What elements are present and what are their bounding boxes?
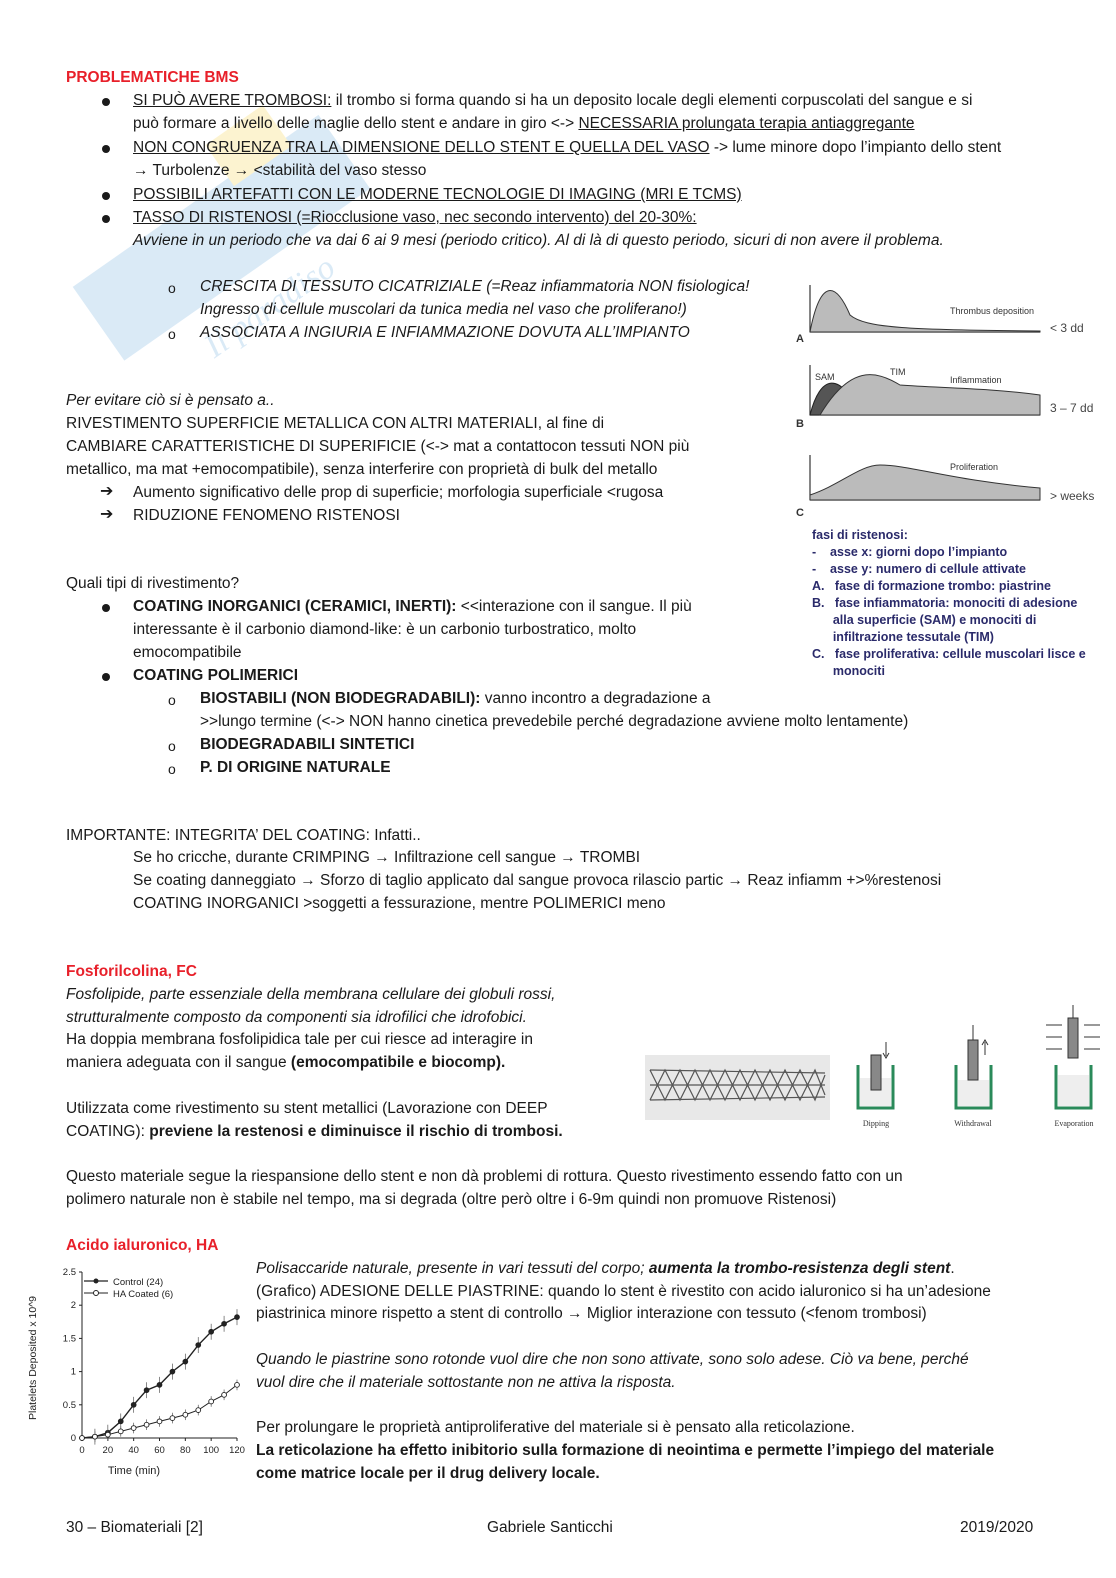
dip-label: Dipping xyxy=(862,1119,890,1128)
text-bold: previene la restenosi e diminuisce il rischio di trombosi. xyxy=(149,1123,563,1140)
y-tick-label: 1 xyxy=(70,1366,76,1378)
dip-label: Withdrawal xyxy=(954,1119,992,1128)
arrow-item: RIDUZIONE FENOMENO RISTENOSI xyxy=(133,507,400,524)
data-point-ha-coated xyxy=(196,1408,201,1413)
restenosis-phases-figure xyxy=(790,270,1110,530)
panel-b xyxy=(796,365,1093,430)
text: il trombo si forma quando si ha un deposito locale degli elementi corpuscolati del sangue e si xyxy=(331,92,973,109)
section2-intro: Per evitare ciò si è pensato a.. xyxy=(66,392,275,409)
dip-coating-diagram xyxy=(848,1000,1108,1132)
panel-a-time: < 3 dd xyxy=(1050,321,1084,335)
text-bold-italic: aumenta la trombo-resistenza degli stent xyxy=(648,1260,951,1277)
text-underlined: NECESSARIA prolungata terapia antiaggregante xyxy=(578,115,915,132)
fc-line: Utilizzata come rivestimento su stent metallici (Lavorazione con DEEP xyxy=(66,1100,548,1117)
section-title-bms: PROBLEMATICHE BMS xyxy=(66,69,239,86)
section2-line: CAMBIARE CARATTERISTICHE DI SUPERIFICIE (<-> mat a contattocon tessuti NON più xyxy=(66,438,690,455)
fc-line: strutturalmente composto da componenti sia idrofilici che idrofobici. xyxy=(66,1009,527,1026)
data-point-ha-coated xyxy=(183,1412,188,1417)
data-point-ha-coated xyxy=(157,1419,162,1424)
caption-line: monociti xyxy=(812,664,885,678)
fc-line: polimero naturale non è stabile nel tempo, ma si degrada (oltre però oltre i 6-9m quindi non promuove Ristenosi) xyxy=(66,1191,837,1208)
bullet-congruenza-l2: → Turbolenze → <stabilità del vaso stesso xyxy=(133,162,427,179)
panel-c-curve-label: Proliferation xyxy=(950,462,999,472)
bullet-congruenza xyxy=(133,137,1001,160)
y-tick-label: 1.5 xyxy=(62,1333,76,1345)
panel-a xyxy=(796,285,1084,345)
section3-title: IMPORTANTE: INTEGRITA’ DEL COATING: Infatti.. xyxy=(66,827,421,844)
bullet-trombosi-l2 xyxy=(133,113,915,136)
data-point-ha-coated xyxy=(105,1432,110,1437)
data-point-control xyxy=(170,1369,175,1374)
data-point-control xyxy=(144,1388,149,1393)
section2-line: RIVESTIMENTO SUPERFICIE METALLICA CON ALTRI MATERIALI, al fine di xyxy=(66,415,605,432)
dip-label: Evaporation xyxy=(1054,1119,1094,1128)
y-tick-label: 0.5 xyxy=(62,1399,76,1411)
panel-b-curve-label: Inflammation xyxy=(950,375,1002,385)
fc-line xyxy=(66,1121,563,1144)
bullet-ristenosi: TASSO DI RISTENOSI (=Riocclusione vaso, nec secondo intervento) del 20-30%: xyxy=(133,209,697,226)
evaporation-step xyxy=(1046,1005,1100,1128)
ha-line: Per prolungare le proprietà antiproliferative del materiale si è pensato alla reticolazione. xyxy=(256,1419,855,1436)
fc-line: Questo materiale segue la riespansione dello stent e non dà problemi di rottura. Questo rivestimento essendo fatto con un xyxy=(66,1168,903,1185)
caption-line: - asse x: giorni dopo l’impianto xyxy=(812,545,1008,559)
series-line-ha-coated xyxy=(82,1385,237,1438)
x-tick-label: 100 xyxy=(203,1445,220,1456)
data-point-control xyxy=(183,1359,188,1364)
data-point-ha-coated xyxy=(170,1416,175,1421)
caption-line: fasi di ristenosi: xyxy=(812,528,908,542)
footer-page: 30 – Biomateriali [2] xyxy=(66,1519,203,1536)
x-tick-label: 120 xyxy=(229,1445,245,1456)
coating-inorganici xyxy=(133,596,692,619)
sub-cicatriziale: CRESCITA DI TESSUTO CICATRIZIALE (=Reaz infiammatoria NON fisiologica! xyxy=(200,278,750,295)
y-tick-label: 0 xyxy=(70,1433,76,1444)
text: maniera adeguata con il sangue xyxy=(66,1054,291,1071)
legend-control: Control (24) xyxy=(113,1277,164,1288)
text: può formare a livello delle maglie dello stent e andare in giro <-> xyxy=(133,115,579,132)
text: <<interazione con il sangue. Il più xyxy=(456,598,692,615)
panel-b-sam: SAM xyxy=(815,372,835,382)
text: -> lume minore dopo l’impianto dello stent xyxy=(709,139,1002,156)
data-point-ha-coated xyxy=(118,1429,123,1434)
y-tick-label: 2.5 xyxy=(62,1267,76,1278)
panel-a-tag: A xyxy=(796,333,804,345)
stent-image xyxy=(645,1055,830,1120)
text-bold: BIOSTABILI (NON BIODEGRADABILI): xyxy=(200,690,481,707)
section2-line: metallico, ma mat +emocompatibile), senza interferire con proprietà di bulk del metallo xyxy=(66,461,658,478)
ha-line: come matrice locale per il drug delivery locale. xyxy=(256,1465,600,1482)
caption-line: A. fase di formazione trombo: piastrine xyxy=(812,579,1051,593)
polimeri-biostabili xyxy=(200,688,711,711)
bullet-marker xyxy=(102,215,110,223)
chart-series xyxy=(80,1309,240,1444)
arrow-bullet-icon: ➔ xyxy=(100,483,114,500)
data-point-ha-coated xyxy=(93,1434,98,1439)
panel-c-time: > weeks xyxy=(1050,489,1095,503)
section3-line: COATING INORGANICI >soggetti a fessurazione, mentre POLIMERICI meno xyxy=(133,895,666,912)
bullet-trombosi xyxy=(133,90,972,113)
text: . xyxy=(950,1260,955,1277)
legend-ha: HA Coated (6) xyxy=(113,1289,174,1300)
fc-line: Ha doppia membrana fosfolipidica tale per cui riesce ad interagire in xyxy=(66,1031,533,1048)
panel-b-time: 3 – 7 dd xyxy=(1050,401,1094,415)
legend-marker-ha xyxy=(94,1291,99,1296)
circle-bullet-icon: o xyxy=(168,280,176,296)
caption-line: alla superficie (SAM) e monociti di xyxy=(812,613,1037,627)
sub-ingiuria: ASSOCIATA A INGIURIA E INFIAMMAZIONE DOVUTA ALL’IMPIANTO xyxy=(200,324,690,341)
bullet-marker xyxy=(102,98,110,106)
caption-line: - asse y: numero di cellule attivate xyxy=(812,562,1026,576)
y-axis-label: Platelets Deposited x 10^9 xyxy=(27,1295,39,1421)
data-point-control xyxy=(118,1419,123,1424)
ha-line: La reticolazione ha effetto inibitorio sulla formazione di neointima e permette l’impiego del materiale xyxy=(256,1442,995,1459)
x-tick-label: 80 xyxy=(180,1445,191,1456)
x-tick-label: 0 xyxy=(79,1445,85,1456)
coating-polimerici: COATING POLIMERICI xyxy=(133,667,299,684)
x-axis-label: Time (min) xyxy=(107,1465,161,1477)
restenosis-caption xyxy=(812,527,1102,680)
bullet-marker xyxy=(102,192,110,200)
section-title-acido-ialuronico: Acido ialuronico, HA xyxy=(66,1237,219,1254)
data-point-control xyxy=(235,1315,240,1320)
circle-bullet-icon: o xyxy=(168,692,176,708)
text-bold: COATING INORGANICI (CERAMICI, INERTI): xyxy=(133,598,457,615)
x-tick-label: 60 xyxy=(154,1445,165,1456)
panel-a-curve-label: Thrombus deposition xyxy=(950,306,1035,316)
coating-inorganici-l3: emocompatibile xyxy=(133,644,242,661)
ha-line: (Grafico) ADESIONE DELLE PIASTRINE: quando lo stent è rivestito con acido ialuronico si ha un’adesione xyxy=(256,1283,991,1300)
data-point-ha-coated xyxy=(235,1382,240,1387)
data-point-control xyxy=(209,1329,214,1334)
panel-c-tag: C xyxy=(796,507,804,519)
ha-line: piastrinica minore rispetto a stent di controllo → Miglior interazione con tessuto (<fenom trombosi) xyxy=(256,1305,927,1322)
footer-author: Gabriele Santicchi xyxy=(487,1519,613,1536)
data-point-ha-coated xyxy=(209,1399,214,1404)
panel-b-tag: B xyxy=(796,418,804,430)
section3-line: Se ho cricche, durante CRIMPING → Infiltrazione cell sangue → TROMBI xyxy=(133,849,641,866)
arrow-bullet-icon: ➔ xyxy=(100,506,114,523)
fc-line: Fosfolipide, parte essenziale della membrana cellulare dei globuli rossi, xyxy=(66,986,556,1003)
fc-line xyxy=(66,1052,505,1075)
data-point-control xyxy=(196,1343,201,1348)
data-point-control xyxy=(157,1382,162,1387)
panel-c xyxy=(796,455,1094,519)
data-point-ha-coated xyxy=(222,1392,227,1397)
data-point-ha-coated xyxy=(80,1436,85,1441)
svg-text:Il paradiso: Il paradiso xyxy=(197,248,342,366)
x-tick-label: 40 xyxy=(128,1445,139,1456)
data-point-control xyxy=(131,1402,136,1407)
data-point-control xyxy=(222,1321,227,1326)
polimeri-biostabili-l2: >>lungo termine (<-> NON hanno cinetica prevedebile perché degradazione avviene molto lentamente) xyxy=(200,713,909,730)
circle-bullet-icon: o xyxy=(168,761,176,777)
question-coating: Quali tipi di rivestimento? xyxy=(66,575,240,592)
x-tick-label: 20 xyxy=(102,1445,114,1456)
circle-bullet-icon: o xyxy=(168,326,176,342)
polimeri-biodegradabili: BIODEGRADABILI SINTETICI xyxy=(200,736,415,753)
bullet-marker xyxy=(102,604,110,612)
withdrawal-step xyxy=(954,1025,992,1128)
section3-line: Se coating danneggiato → Sforzo di taglio applicato dal sangue provoca rilascio partic → Reaz infiamm +>%restenosi xyxy=(133,872,942,889)
ha-line: Quando le piastrine sono rotonde vuol dire che non sono attivate, sono solo adese. Ciò va bene, perché xyxy=(256,1351,969,1368)
data-point-ha-coated xyxy=(131,1426,136,1431)
ha-line xyxy=(256,1258,955,1281)
arrow-item: Aumento significativo delle prop di superficie; morfologia superficiale <rugosa xyxy=(133,484,664,501)
platelet-deposition-chart xyxy=(22,1260,247,1485)
circle-bullet-icon: o xyxy=(168,738,176,754)
text: vanno incontro a degradazione a xyxy=(480,690,711,707)
chart-legend xyxy=(84,1277,173,1300)
caption-line: infiltrazione tessutale (TIM) xyxy=(812,630,994,644)
footer-year: 2019/2020 xyxy=(960,1519,1034,1536)
sub-cicatriziale-l2: Ingresso di cellule muscolari da tunica media nel vaso che proliferano!) xyxy=(200,301,687,318)
legend-marker-control xyxy=(94,1279,99,1284)
data-point-ha-coated xyxy=(144,1422,149,1427)
y-tick-label: 2 xyxy=(70,1300,76,1312)
section-title-fosforilcolina: Fosforilcolina, FC xyxy=(66,963,197,980)
coating-inorganici-l2: interessante è il carbonio diamond-like: è un carbonio turbostratico, molto xyxy=(133,621,637,638)
caption-line: B. fase infiammatoria: monociti di adesione xyxy=(812,596,1078,610)
text-underlined: SI PUÒ AVERE TROMBOSI: xyxy=(133,92,332,109)
polimeri-naturali: P. DI ORIGINE NATURALE xyxy=(200,759,391,776)
panel-b-tim: TIM xyxy=(890,367,906,377)
dipping-step xyxy=(858,1042,893,1128)
text-italic: Polisaccaride naturale, presente in vari tessuti del corpo; xyxy=(256,1260,649,1277)
bullet-marker xyxy=(102,145,110,153)
bullet-artefatti: POSSIBILI ARTEFATTI CON LE MODERNE TECNOLOGIE DI IMAGING (MRI E TCMS) xyxy=(133,186,742,203)
text-underlined: NON CONGRUENZA TRA LA DIMENSIONE DELLO STENT E QUELLA DEL VASO xyxy=(133,139,710,156)
ha-line: vuol dire che il materiale sottostante non ne attiva la risposta. xyxy=(256,1374,676,1391)
caption-line: C. fase proliferativa: cellule muscolari lisce e xyxy=(812,647,1086,661)
bullet-marker xyxy=(102,673,110,681)
bullet-ristenosi-l2: Avviene in un periodo che va dai 6 ai 9 mesi (periodo critico). Al di là di questo periodo, sicuri di non avere il problema. xyxy=(133,232,944,249)
text: COATING): xyxy=(66,1123,150,1140)
text-bold: (emocompatibile e biocomp). xyxy=(290,1054,506,1071)
